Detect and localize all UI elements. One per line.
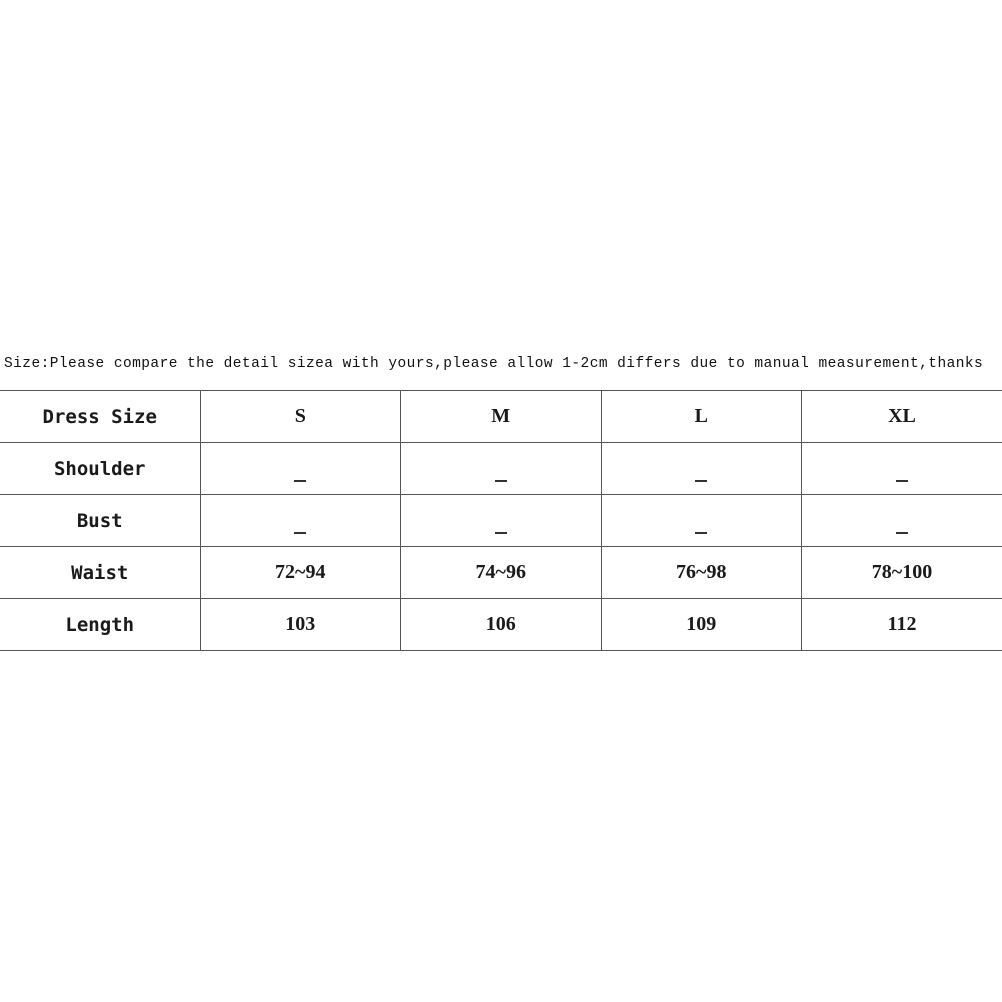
- table-row-shoulder: [0, 443, 1002, 495]
- size-header-cell: XL: [802, 391, 1002, 443]
- table-cell: [601, 495, 802, 547]
- table-cell: 112: [802, 599, 1002, 651]
- table-cell: 106: [401, 599, 602, 651]
- table-cell: [200, 495, 401, 547]
- empty-value-dash: [695, 532, 707, 534]
- row-label-cell: Shoulder: [0, 443, 200, 495]
- empty-value-dash: [896, 532, 908, 534]
- table-cell: 72~94: [200, 547, 401, 599]
- empty-value-dash: [896, 480, 908, 482]
- table-row-waist: [0, 547, 1002, 599]
- table-cell: [401, 495, 602, 547]
- measurement-note: Size:Please compare the detail sizea with yours,please allow 1-2cm differs due to manual measurement,thanks: [4, 356, 984, 372]
- empty-value-dash: [695, 480, 707, 482]
- row-label-cell: Waist: [0, 547, 200, 599]
- size-header-cell: L: [601, 391, 802, 443]
- table-cell: 109: [601, 599, 802, 651]
- header-label-cell: Dress Size: [0, 391, 200, 443]
- empty-value-dash: [495, 480, 507, 482]
- table-header-row: [0, 391, 1002, 443]
- table-cell: [200, 443, 401, 495]
- table-row-length: [0, 599, 1002, 651]
- row-label-cell: Length: [0, 599, 200, 651]
- empty-value-dash: [495, 532, 507, 534]
- size-header-cell: S: [200, 391, 401, 443]
- table-cell: 76~98: [601, 547, 802, 599]
- size-chart-table: [0, 390, 1002, 651]
- empty-value-dash: [294, 532, 306, 534]
- table-cell: 74~96: [401, 547, 602, 599]
- table-cell: [401, 443, 602, 495]
- table-cell: [802, 443, 1002, 495]
- row-label-cell: Bust: [0, 495, 200, 547]
- table-row-bust: [0, 495, 1002, 547]
- size-header-cell: M: [401, 391, 602, 443]
- empty-value-dash: [294, 480, 306, 482]
- table-cell: 103: [200, 599, 401, 651]
- table-cell: [802, 495, 1002, 547]
- table-cell: 78~100: [802, 547, 1002, 599]
- table-cell: [601, 443, 802, 495]
